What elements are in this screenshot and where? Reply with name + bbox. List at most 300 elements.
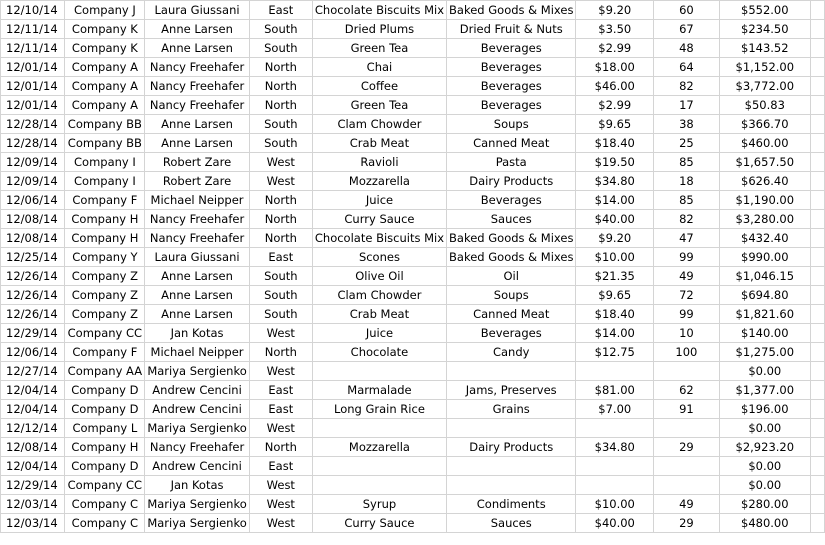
date-cell[interactable]: 12/08/14 xyxy=(1,210,65,229)
product-cell[interactable]: Curry Sauce xyxy=(312,210,446,229)
quantity-cell[interactable]: 85 xyxy=(654,153,720,172)
empty-cell[interactable] xyxy=(810,362,824,381)
empty-cell[interactable] xyxy=(810,419,824,438)
region-cell[interactable]: North xyxy=(249,96,312,115)
company-cell[interactable]: Company Y xyxy=(65,248,145,267)
date-cell[interactable]: 12/27/14 xyxy=(1,362,65,381)
table-row xyxy=(1,495,825,514)
sales-rep-cell[interactable]: Anne Larsen xyxy=(145,20,249,39)
company-cell[interactable]: Company Z xyxy=(65,305,145,324)
sales-rep-cell[interactable]: Robert Zare xyxy=(145,153,249,172)
quantity-cell[interactable] xyxy=(654,476,720,495)
category-cell[interactable]: Canned Meat xyxy=(447,134,576,153)
category-cell[interactable]: Pasta xyxy=(447,153,576,172)
product-cell[interactable]: Syrup xyxy=(312,495,446,514)
unit-price-cell[interactable]: $40.00 xyxy=(576,210,654,229)
unit-price-cell[interactable]: $14.00 xyxy=(576,191,654,210)
company-cell[interactable]: Company C xyxy=(65,514,145,533)
category-cell[interactable]: Beverages xyxy=(447,96,576,115)
empty-cell[interactable] xyxy=(810,495,824,514)
date-cell[interactable]: 12/01/14 xyxy=(1,58,65,77)
product-cell[interactable]: Chocolate Biscuits Mix xyxy=(312,229,446,248)
category-cell[interactable]: Soups xyxy=(447,115,576,134)
table-row xyxy=(1,210,825,229)
date-cell[interactable]: 12/12/14 xyxy=(1,419,65,438)
product-cell[interactable] xyxy=(312,457,446,476)
product-cell[interactable]: Long Grain Rice xyxy=(312,400,446,419)
total-cell[interactable]: $990.00 xyxy=(719,248,810,267)
quantity-cell[interactable]: 99 xyxy=(654,305,720,324)
unit-price-cell[interactable]: $9.20 xyxy=(576,229,654,248)
sales-rep-cell[interactable]: Nancy Freehafer xyxy=(145,96,249,115)
company-cell[interactable]: Company CC xyxy=(65,476,145,495)
product-cell[interactable]: Juice xyxy=(312,191,446,210)
unit-price-cell[interactable]: $9.20 xyxy=(576,1,654,20)
region-cell[interactable]: South xyxy=(249,39,312,58)
total-cell[interactable]: $2,923.20 xyxy=(719,438,810,457)
unit-price-cell[interactable]: $14.00 xyxy=(576,324,654,343)
region-cell[interactable]: East xyxy=(249,1,312,20)
category-cell[interactable]: Candy xyxy=(447,343,576,362)
unit-price-cell[interactable]: $9.65 xyxy=(576,286,654,305)
unit-price-cell[interactable]: $46.00 xyxy=(576,77,654,96)
region-cell[interactable]: West xyxy=(249,153,312,172)
table-row xyxy=(1,438,825,457)
product-cell[interactable]: Olive Oil xyxy=(312,267,446,286)
sales-rep-cell[interactable]: Mariya Sergienko xyxy=(145,362,249,381)
table-row xyxy=(1,229,825,248)
empty-cell[interactable] xyxy=(810,267,824,286)
total-cell[interactable]: $0.00 xyxy=(719,362,810,381)
empty-cell[interactable] xyxy=(810,248,824,267)
unit-price-cell[interactable] xyxy=(576,362,654,381)
total-cell[interactable]: $1,152.00 xyxy=(719,58,810,77)
product-cell[interactable]: Crab Meat xyxy=(312,134,446,153)
region-cell[interactable]: South xyxy=(249,286,312,305)
date-cell[interactable]: 12/28/14 xyxy=(1,134,65,153)
total-cell[interactable]: $460.00 xyxy=(719,134,810,153)
total-cell[interactable]: $140.00 xyxy=(719,324,810,343)
product-cell[interactable]: Clam Chowder xyxy=(312,115,446,134)
sales-rep-cell[interactable]: Anne Larsen xyxy=(145,286,249,305)
sales-rep-cell[interactable]: Michael Neipper xyxy=(145,343,249,362)
sales-rep-cell[interactable]: Anne Larsen xyxy=(145,39,249,58)
total-cell[interactable]: $1,821.60 xyxy=(719,305,810,324)
product-cell[interactable]: Mozzarella xyxy=(312,172,446,191)
quantity-cell[interactable]: 17 xyxy=(654,96,720,115)
date-cell[interactable]: 12/09/14 xyxy=(1,172,65,191)
date-cell[interactable]: 12/26/14 xyxy=(1,286,65,305)
empty-cell[interactable] xyxy=(810,324,824,343)
unit-price-cell[interactable]: $12.75 xyxy=(576,343,654,362)
unit-price-cell[interactable]: $3.50 xyxy=(576,20,654,39)
sales-rep-cell[interactable]: Anne Larsen xyxy=(145,115,249,134)
sales-rep-cell[interactable]: Laura Giussani xyxy=(145,248,249,267)
unit-price-cell[interactable]: $34.80 xyxy=(576,172,654,191)
unit-price-cell[interactable]: $18.00 xyxy=(576,58,654,77)
total-cell[interactable]: $3,280.00 xyxy=(719,210,810,229)
sales-rep-cell[interactable]: Mariya Sergienko xyxy=(145,419,249,438)
unit-price-cell[interactable]: $10.00 xyxy=(576,495,654,514)
company-cell[interactable]: Company CC xyxy=(65,324,145,343)
sales-rep-cell[interactable]: Michael Neipper xyxy=(145,191,249,210)
empty-cell[interactable] xyxy=(810,191,824,210)
table-row xyxy=(1,58,825,77)
table-row xyxy=(1,514,825,533)
region-cell[interactable]: North xyxy=(249,438,312,457)
date-cell[interactable]: 12/04/14 xyxy=(1,457,65,476)
company-cell[interactable]: Company D xyxy=(65,381,145,400)
empty-cell[interactable] xyxy=(810,381,824,400)
total-cell[interactable]: $1,275.00 xyxy=(719,343,810,362)
region-cell[interactable]: South xyxy=(249,115,312,134)
table-row xyxy=(1,115,825,134)
category-cell[interactable]: Beverages xyxy=(447,191,576,210)
unit-price-cell[interactable]: $19.50 xyxy=(576,153,654,172)
total-cell[interactable]: $1,377.00 xyxy=(719,381,810,400)
unit-price-cell[interactable]: $34.80 xyxy=(576,438,654,457)
table-row xyxy=(1,400,825,419)
category-cell[interactable]: Beverages xyxy=(447,58,576,77)
date-cell[interactable]: 12/08/14 xyxy=(1,229,65,248)
region-cell[interactable]: West xyxy=(249,419,312,438)
total-cell[interactable]: $1,657.50 xyxy=(719,153,810,172)
company-cell[interactable]: Company AA xyxy=(65,362,145,381)
empty-cell[interactable] xyxy=(810,476,824,495)
date-cell[interactable]: 12/29/14 xyxy=(1,324,65,343)
quantity-cell[interactable] xyxy=(654,457,720,476)
region-cell[interactable]: East xyxy=(249,381,312,400)
empty-cell[interactable] xyxy=(810,210,824,229)
quantity-cell[interactable]: 64 xyxy=(654,58,720,77)
category-cell[interactable]: Dairy Products xyxy=(447,172,576,191)
sales-rep-cell[interactable]: Jan Kotas xyxy=(145,324,249,343)
empty-cell[interactable] xyxy=(810,438,824,457)
total-cell[interactable]: $552.00 xyxy=(719,1,810,20)
sales-rep-cell[interactable]: Anne Larsen xyxy=(145,267,249,286)
product-cell[interactable]: Marmalade xyxy=(312,381,446,400)
date-cell[interactable]: 12/04/14 xyxy=(1,400,65,419)
date-cell[interactable]: 12/06/14 xyxy=(1,343,65,362)
product-cell[interactable]: Clam Chowder xyxy=(312,286,446,305)
quantity-cell[interactable]: 72 xyxy=(654,286,720,305)
region-cell[interactable]: North xyxy=(249,229,312,248)
total-cell[interactable]: $1,046.15 xyxy=(719,267,810,286)
region-cell[interactable]: North xyxy=(249,58,312,77)
total-cell[interactable]: $1,190.00 xyxy=(719,191,810,210)
total-cell[interactable]: $0.00 xyxy=(719,457,810,476)
company-cell[interactable]: Company J xyxy=(65,1,145,20)
empty-cell[interactable] xyxy=(810,457,824,476)
table-row xyxy=(1,191,825,210)
sales-rep-cell[interactable]: Nancy Freehafer xyxy=(145,210,249,229)
date-cell[interactable]: 12/26/14 xyxy=(1,305,65,324)
quantity-cell[interactable]: 82 xyxy=(654,210,720,229)
total-cell[interactable]: $0.00 xyxy=(719,476,810,495)
company-cell[interactable]: Company A xyxy=(65,96,145,115)
sales-rep-cell[interactable]: Andrew Cencini xyxy=(145,400,249,419)
product-cell[interactable]: Curry Sauce xyxy=(312,514,446,533)
date-cell[interactable]: 12/04/14 xyxy=(1,381,65,400)
total-cell[interactable]: $626.40 xyxy=(719,172,810,191)
quantity-cell[interactable] xyxy=(654,362,720,381)
total-cell[interactable]: $196.00 xyxy=(719,400,810,419)
date-cell[interactable]: 12/26/14 xyxy=(1,267,65,286)
company-cell[interactable]: Company D xyxy=(65,400,145,419)
company-cell[interactable]: Company H xyxy=(65,229,145,248)
region-cell[interactable]: East xyxy=(249,457,312,476)
date-cell[interactable]: 12/28/14 xyxy=(1,115,65,134)
region-cell[interactable]: North xyxy=(249,343,312,362)
category-cell[interactable]: Baked Goods & Mixes xyxy=(447,229,576,248)
empty-cell[interactable] xyxy=(810,96,824,115)
total-cell[interactable]: $0.00 xyxy=(719,419,810,438)
product-cell[interactable]: Green Tea xyxy=(312,96,446,115)
total-cell[interactable]: $432.40 xyxy=(719,229,810,248)
region-cell[interactable]: West xyxy=(249,362,312,381)
quantity-cell[interactable]: 29 xyxy=(654,514,720,533)
product-cell[interactable] xyxy=(312,476,446,495)
unit-price-cell[interactable] xyxy=(576,419,654,438)
table-row xyxy=(1,267,825,286)
date-cell[interactable]: 12/29/14 xyxy=(1,476,65,495)
date-cell[interactable]: 12/11/14 xyxy=(1,20,65,39)
company-cell[interactable]: Company K xyxy=(65,39,145,58)
category-cell[interactable]: Baked Goods & Mixes xyxy=(447,248,576,267)
company-cell[interactable]: Company Z xyxy=(65,286,145,305)
sales-rep-cell[interactable]: Andrew Cencini xyxy=(145,457,249,476)
category-cell[interactable] xyxy=(447,457,576,476)
product-cell[interactable] xyxy=(312,419,446,438)
unit-price-cell[interactable]: $40.00 xyxy=(576,514,654,533)
category-cell[interactable]: Beverages xyxy=(447,77,576,96)
quantity-cell[interactable]: 48 xyxy=(654,39,720,58)
total-cell[interactable]: $143.52 xyxy=(719,39,810,58)
empty-cell[interactable] xyxy=(810,229,824,248)
empty-cell[interactable] xyxy=(810,58,824,77)
unit-price-cell[interactable]: $2.99 xyxy=(576,39,654,58)
sales-rep-cell[interactable]: Mariya Sergienko xyxy=(145,514,249,533)
quantity-cell[interactable]: 38 xyxy=(654,115,720,134)
unit-price-cell[interactable]: $7.00 xyxy=(576,400,654,419)
company-cell[interactable]: Company BB xyxy=(65,115,145,134)
category-cell[interactable]: Canned Meat xyxy=(447,305,576,324)
quantity-cell[interactable]: 100 xyxy=(654,343,720,362)
quantity-cell[interactable]: 49 xyxy=(654,495,720,514)
product-cell[interactable]: Crab Meat xyxy=(312,305,446,324)
company-cell[interactable]: Company H xyxy=(65,210,145,229)
table-row xyxy=(1,381,825,400)
category-cell[interactable]: Soups xyxy=(447,286,576,305)
category-cell[interactable]: Sauces xyxy=(447,514,576,533)
quantity-cell[interactable]: 67 xyxy=(654,20,720,39)
sales-rep-cell[interactable]: Laura Giussani xyxy=(145,1,249,20)
product-cell[interactable]: Coffee xyxy=(312,77,446,96)
sales-rep-cell[interactable]: Andrew Cencini xyxy=(145,381,249,400)
category-cell[interactable] xyxy=(447,419,576,438)
total-cell[interactable]: $234.50 xyxy=(719,20,810,39)
date-cell[interactable]: 12/01/14 xyxy=(1,96,65,115)
quantity-cell[interactable]: 47 xyxy=(654,229,720,248)
unit-price-cell[interactable]: $9.65 xyxy=(576,115,654,134)
table-row xyxy=(1,362,825,381)
unit-price-cell[interactable]: $2.99 xyxy=(576,96,654,115)
empty-cell[interactable] xyxy=(810,514,824,533)
table-row xyxy=(1,77,825,96)
quantity-cell[interactable]: 60 xyxy=(654,1,720,20)
total-cell[interactable]: $694.80 xyxy=(719,286,810,305)
total-cell[interactable]: $280.00 xyxy=(719,495,810,514)
empty-cell[interactable] xyxy=(810,172,824,191)
sales-rep-cell[interactable]: Nancy Freehafer xyxy=(145,77,249,96)
empty-cell[interactable] xyxy=(810,20,824,39)
category-cell[interactable] xyxy=(447,476,576,495)
company-cell[interactable]: Company A xyxy=(65,77,145,96)
date-cell[interactable]: 12/08/14 xyxy=(1,438,65,457)
category-cell[interactable]: Dried Fruit & Nuts xyxy=(447,20,576,39)
sales-rep-cell[interactable]: Nancy Freehafer xyxy=(145,438,249,457)
quantity-cell[interactable]: 85 xyxy=(654,191,720,210)
empty-cell[interactable] xyxy=(810,115,824,134)
empty-cell[interactable] xyxy=(810,400,824,419)
category-cell[interactable]: Dairy Products xyxy=(447,438,576,457)
region-cell[interactable]: North xyxy=(249,77,312,96)
category-cell[interactable] xyxy=(447,362,576,381)
quantity-cell[interactable]: 82 xyxy=(654,77,720,96)
empty-cell[interactable] xyxy=(810,305,824,324)
quantity-cell[interactable]: 18 xyxy=(654,172,720,191)
date-cell[interactable]: 12/10/14 xyxy=(1,1,65,20)
empty-cell[interactable] xyxy=(810,134,824,153)
product-cell[interactable]: Mozzarella xyxy=(312,438,446,457)
total-cell[interactable]: $366.70 xyxy=(719,115,810,134)
quantity-cell[interactable]: 91 xyxy=(654,400,720,419)
product-cell[interactable]: Ravioli xyxy=(312,153,446,172)
empty-cell[interactable] xyxy=(810,39,824,58)
total-cell[interactable]: $50.83 xyxy=(719,96,810,115)
empty-cell[interactable] xyxy=(810,77,824,96)
region-cell[interactable]: West xyxy=(249,476,312,495)
product-cell[interactable]: Chai xyxy=(312,58,446,77)
region-cell[interactable]: West xyxy=(249,514,312,533)
company-cell[interactable]: Company K xyxy=(65,20,145,39)
table-row xyxy=(1,305,825,324)
company-cell[interactable]: Company Z xyxy=(65,267,145,286)
region-cell[interactable]: West xyxy=(249,495,312,514)
company-cell[interactable]: Company I xyxy=(65,172,145,191)
quantity-cell[interactable]: 62 xyxy=(654,381,720,400)
product-cell[interactable]: Green Tea xyxy=(312,39,446,58)
category-cell[interactable]: Sauces xyxy=(447,210,576,229)
region-cell[interactable]: East xyxy=(249,400,312,419)
company-cell[interactable]: Company BB xyxy=(65,134,145,153)
sales-rep-cell[interactable]: Nancy Freehafer xyxy=(145,58,249,77)
date-cell[interactable]: 12/11/14 xyxy=(1,39,65,58)
spreadsheet-body xyxy=(1,1,825,533)
sales-rep-cell[interactable]: Mariya Sergienko xyxy=(145,495,249,514)
quantity-cell[interactable]: 10 xyxy=(654,324,720,343)
category-cell[interactable]: Beverages xyxy=(447,39,576,58)
sales-rep-cell[interactable]: Anne Larsen xyxy=(145,134,249,153)
company-cell[interactable]: Company L xyxy=(65,419,145,438)
company-cell[interactable]: Company A xyxy=(65,58,145,77)
product-cell[interactable] xyxy=(312,362,446,381)
region-cell[interactable]: North xyxy=(249,191,312,210)
company-cell[interactable]: Company F xyxy=(65,343,145,362)
sales-rep-cell[interactable]: Anne Larsen xyxy=(145,305,249,324)
unit-price-cell[interactable]: $81.00 xyxy=(576,381,654,400)
company-cell[interactable]: Company I xyxy=(65,153,145,172)
region-cell[interactable]: North xyxy=(249,210,312,229)
sales-rep-cell[interactable]: Nancy Freehafer xyxy=(145,229,249,248)
date-cell[interactable]: 12/03/14 xyxy=(1,495,65,514)
total-cell[interactable]: $3,772.00 xyxy=(719,77,810,96)
table-row xyxy=(1,419,825,438)
category-cell[interactable]: Beverages xyxy=(447,324,576,343)
unit-price-cell[interactable] xyxy=(576,476,654,495)
unit-price-cell[interactable]: $10.00 xyxy=(576,248,654,267)
unit-price-cell[interactable]: $18.40 xyxy=(576,305,654,324)
quantity-cell[interactable]: 29 xyxy=(654,438,720,457)
quantity-cell[interactable]: 99 xyxy=(654,248,720,267)
empty-cell[interactable] xyxy=(810,343,824,362)
region-cell[interactable]: South xyxy=(249,20,312,39)
empty-cell[interactable] xyxy=(810,1,824,20)
date-cell[interactable]: 12/06/14 xyxy=(1,191,65,210)
table-row xyxy=(1,153,825,172)
product-cell[interactable]: Chocolate xyxy=(312,343,446,362)
date-cell[interactable]: 12/25/14 xyxy=(1,248,65,267)
region-cell[interactable]: West xyxy=(249,172,312,191)
table-row xyxy=(1,343,825,362)
product-cell[interactable]: Dried Plums xyxy=(312,20,446,39)
date-cell[interactable]: 12/01/14 xyxy=(1,77,65,96)
quantity-cell[interactable]: 49 xyxy=(654,267,720,286)
sales-rep-cell[interactable]: Robert Zare xyxy=(145,172,249,191)
product-cell[interactable]: Chocolate Biscuits Mix xyxy=(312,1,446,20)
category-cell[interactable]: Oil xyxy=(447,267,576,286)
region-cell[interactable]: South xyxy=(249,305,312,324)
quantity-cell[interactable]: 25 xyxy=(654,134,720,153)
unit-price-cell[interactable]: $18.40 xyxy=(576,134,654,153)
empty-cell[interactable] xyxy=(810,286,824,305)
table-row xyxy=(1,172,825,191)
region-cell[interactable]: South xyxy=(249,267,312,286)
category-cell[interactable]: Condiments xyxy=(447,495,576,514)
category-cell[interactable]: Grains xyxy=(447,400,576,419)
unit-price-cell[interactable]: $21.35 xyxy=(576,267,654,286)
unit-price-cell[interactable] xyxy=(576,457,654,476)
category-cell[interactable]: Jams, Preserves xyxy=(447,381,576,400)
table-row xyxy=(1,248,825,267)
company-cell[interactable]: Company F xyxy=(65,191,145,210)
empty-cell[interactable] xyxy=(810,153,824,172)
region-cell[interactable]: East xyxy=(249,248,312,267)
date-cell[interactable]: 12/03/14 xyxy=(1,514,65,533)
company-cell[interactable]: Company H xyxy=(65,438,145,457)
product-cell[interactable]: Juice xyxy=(312,324,446,343)
product-cell[interactable]: Scones xyxy=(312,248,446,267)
date-cell[interactable]: 12/09/14 xyxy=(1,153,65,172)
category-cell[interactable]: Baked Goods & Mixes xyxy=(447,1,576,20)
quantity-cell[interactable] xyxy=(654,419,720,438)
region-cell[interactable]: West xyxy=(249,324,312,343)
sales-rep-cell[interactable]: Jan Kotas xyxy=(145,476,249,495)
company-cell[interactable]: Company D xyxy=(65,457,145,476)
region-cell[interactable]: South xyxy=(249,134,312,153)
company-cell[interactable]: Company C xyxy=(65,495,145,514)
total-cell[interactable]: $480.00 xyxy=(719,514,810,533)
